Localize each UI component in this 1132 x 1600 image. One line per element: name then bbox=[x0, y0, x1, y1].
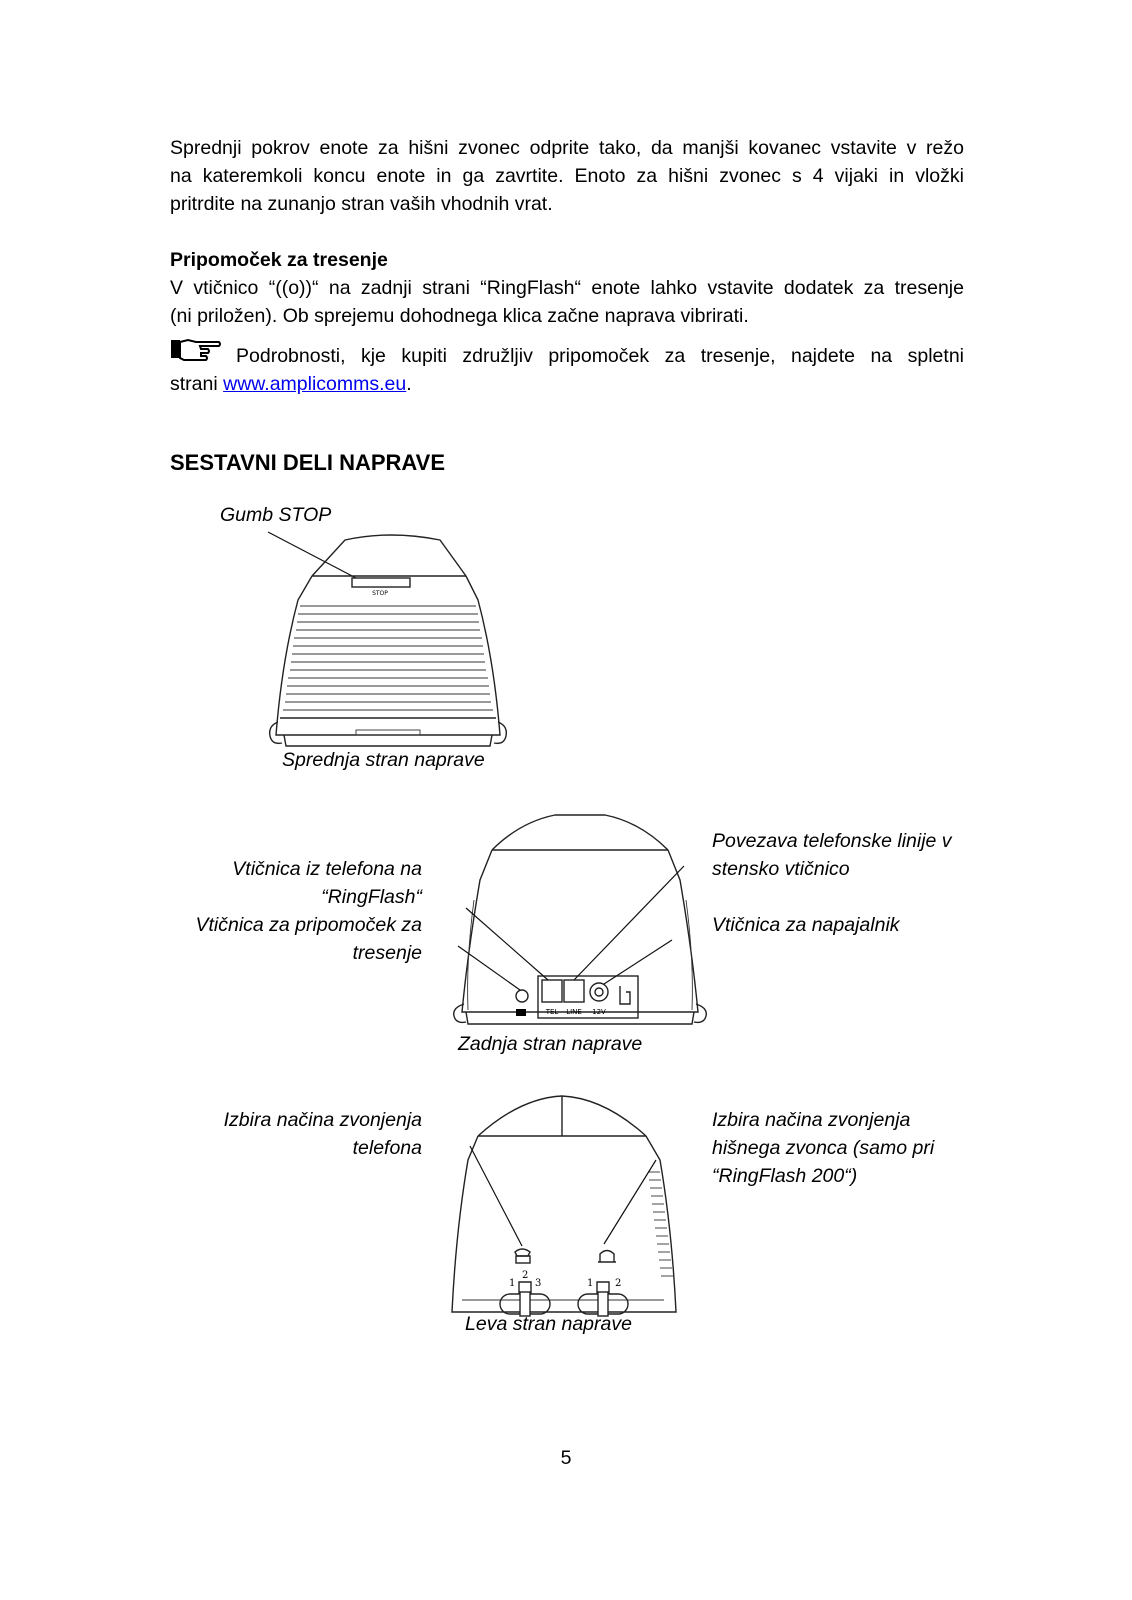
note-suffix: . bbox=[406, 373, 412, 395]
intro-line-1: Sprednji pokrov enote za hišni zvonec odprite tako, da manjši kovanec vstavite v režo bbox=[170, 137, 964, 159]
vibration-heading: Pripomoček za tresenje bbox=[170, 249, 388, 271]
phone-pos-3: 3 bbox=[535, 1278, 542, 1289]
doorbell-icon bbox=[600, 1251, 614, 1263]
vibration-socket-label-2: tresenje bbox=[352, 942, 422, 964]
page-number: 5 bbox=[560, 1447, 572, 1469]
vibration-socket-label-1: Vtičnica za pripomoček za bbox=[195, 914, 422, 936]
tel-socket-label-1: Vtičnica iz telefona na bbox=[232, 858, 422, 880]
left-caption: Leva stran naprave bbox=[465, 1313, 632, 1335]
door-pos-2: 2 bbox=[615, 1278, 622, 1289]
back-caption: Zadnja stran naprave bbox=[458, 1033, 643, 1055]
line-socket-label-2: stensko vtičnico bbox=[712, 858, 850, 880]
front-caption: Sprednja stran naprave bbox=[282, 749, 485, 771]
vibration-line-2: (ni priložen). Ob sprejemu dohodnega klica začne naprava vibrirati. bbox=[170, 305, 749, 327]
note-prefix: strani bbox=[170, 373, 224, 395]
line-socket-label-1: Povezava telefonske linije v bbox=[712, 830, 952, 852]
phone-ring-label-1: Izbira načina zvonjenja bbox=[223, 1109, 422, 1131]
vibration-line-1: V vtičnico “((o))“ na zadnji strani “RingFlash“ enote lahko vstavite dodatek za tresenje bbox=[170, 277, 964, 299]
door-pos-1: 1 bbox=[587, 1278, 594, 1289]
parts-heading: SESTAVNI DELI NAPRAVE bbox=[170, 450, 446, 475]
phone-icon bbox=[515, 1249, 530, 1256]
door-ring-label-1: Izbira načina zvonjenja bbox=[712, 1109, 911, 1131]
tel-port-text: TEL bbox=[545, 1008, 559, 1016]
power-port-text: 12V bbox=[592, 1008, 606, 1016]
intro-line-2: na kateremkoli koncu enote in ga zavrtite. Enoto za hišni zvonec s 4 vijaki in vložki bbox=[170, 165, 964, 187]
phone-ring-label-2: telefona bbox=[352, 1137, 422, 1159]
power-socket-label: Vtičnica za napajalnik bbox=[712, 914, 900, 936]
phone-pos-2: 2 bbox=[522, 1270, 529, 1281]
door-ring-label-2: hišnega zvonca (samo pri bbox=[712, 1137, 935, 1159]
stop-button-text: STOP bbox=[372, 590, 388, 597]
tel-socket-label-2: “RingFlash“ bbox=[321, 886, 422, 908]
stop-button-label: Gumb STOP bbox=[220, 504, 332, 526]
line-port-text: LINE bbox=[566, 1008, 582, 1016]
amplicomms-link[interactable]: www.amplicomms.eu bbox=[223, 373, 407, 395]
phone-pos-1: 1 bbox=[509, 1278, 516, 1289]
door-ring-label-3: “RingFlash 200“) bbox=[712, 1165, 858, 1187]
intro-line-3: pritrdite na zunanjo stran vaših vhodnih vrat. bbox=[170, 193, 553, 215]
note-line-1: Podrobnosti, kje kupiti združljiv pripomoček za tresenje, najdete na spletni bbox=[236, 345, 964, 367]
